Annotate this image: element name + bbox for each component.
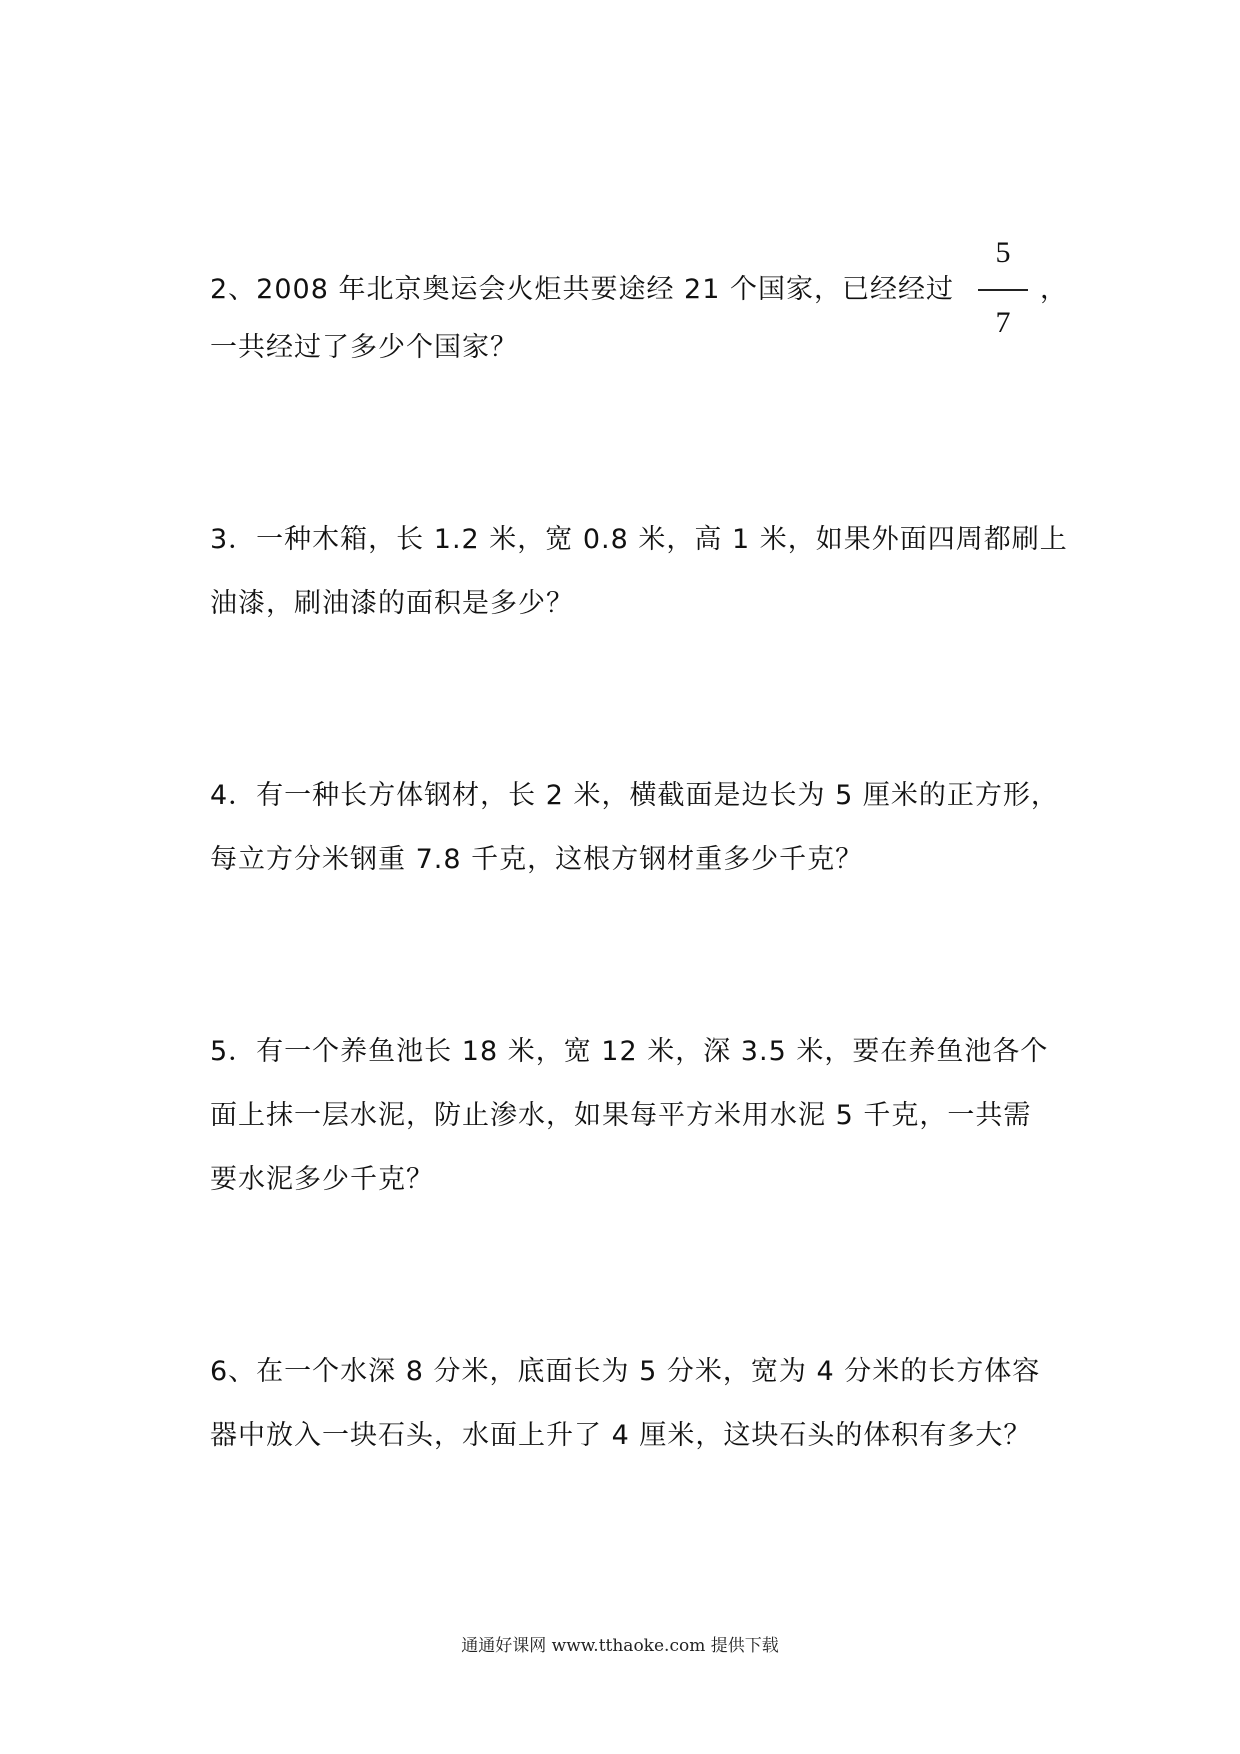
question-3-line-1: 3．一种木箱，长 1.2 米，宽 0.8 米，高 1 米，如果外面四周都刷上	[210, 524, 1068, 555]
footer-watermark: 通通好课网 www.tthaoke.com 提供下载	[461, 1636, 779, 1656]
question-4-line-1: 4．有一种长方体钢材，长 2 米，横截面是边长为 5 厘米的正方形，	[210, 780, 1059, 811]
question-6-line-1: 6、在一个水深 8 分米，底面长为 5 分米，宽为 4 分米的长方体容	[210, 1356, 1041, 1387]
question-6-line-2: 器中放入一块石头，水面上升了 4 厘米，这块石头的体积有多大？	[210, 1420, 1032, 1451]
question-5-line-2: 面上抹一层水泥，防止渗水，如果每平方米用水泥 5 千克，一共需	[210, 1100, 1032, 1131]
question-5-line-3: 要水泥多少千克？	[210, 1164, 434, 1195]
fraction-denominator: 7	[995, 306, 1011, 339]
question-5-line-1: 5．有一个养鱼池长 18 米，宽 12 米，深 3.5 米，要在养鱼池各个	[210, 1036, 1049, 1067]
question-3-line-2: 油漆，刷油漆的面积是多少？	[210, 588, 574, 619]
trailing-comma: ，	[1040, 274, 1067, 305]
question-2-line-2: 一共经过了多少个国家？	[210, 332, 518, 363]
fraction-numerator: 5	[995, 236, 1011, 269]
question-4-line-2: 每立方分米钢重 7.8 千克，这根方钢材重多少千克？	[210, 844, 864, 875]
fraction-bar	[978, 289, 1028, 291]
question-2-line-1: 2、2008 年北京奥运会火炬共要途经 21 个国家，已经经过	[210, 274, 954, 305]
fraction	[975, 236, 1031, 346]
